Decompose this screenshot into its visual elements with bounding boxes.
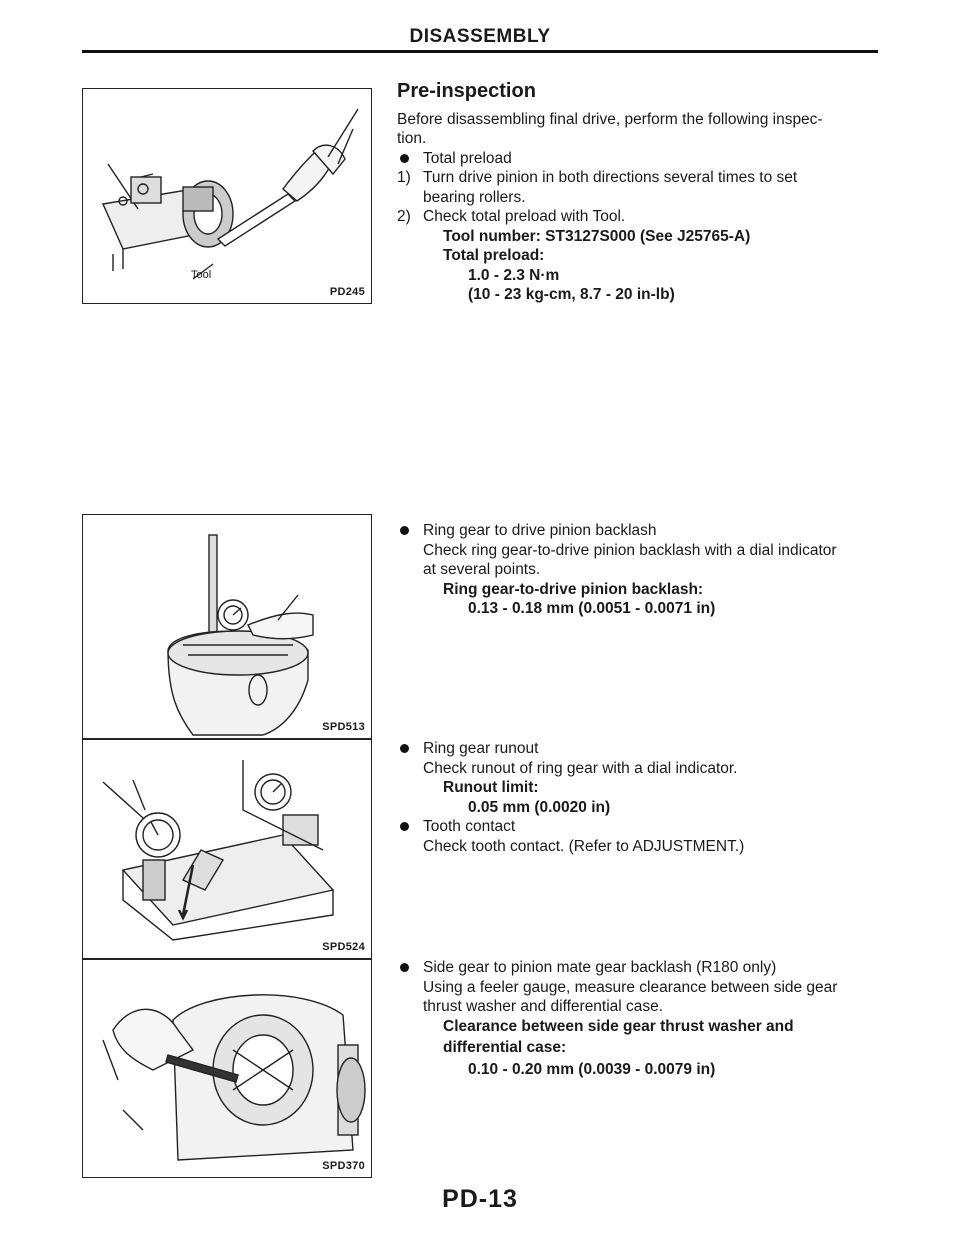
spec-value: (10 - 23 kg-cm, 8.7 - 20 in-lb) — [468, 286, 675, 303]
tool-label: Tool — [191, 269, 212, 281]
spec-label: Ring gear-to-drive pinion backlash: — [443, 580, 704, 598]
step-2 — [397, 207, 882, 227]
figure-spd370 — [82, 959, 372, 1178]
spec-label: Clearance between side gear thrust washer and — [443, 1017, 794, 1035]
figure-pd245 — [82, 88, 372, 304]
header-rule — [82, 50, 878, 53]
body-text: Check tooth contact. (Refer to ADJUSTMENT.) — [423, 837, 745, 855]
page-header: DISASSEMBLY — [409, 26, 551, 47]
body-text: at several points. — [423, 561, 541, 578]
step-number: 2) — [397, 208, 411, 225]
spec-label: Total preload: — [443, 247, 545, 264]
section-side-gear — [397, 958, 882, 1079]
body-text: Using a feeler gauge, measure clearance between side gear — [423, 978, 838, 996]
step-text: Turn drive pinion in both directions several times to set — [423, 169, 798, 186]
body-text: thrust washer and differential case. — [423, 998, 664, 1015]
figure-label: SPD524 — [322, 941, 365, 953]
figure-label: SPD370 — [322, 1160, 365, 1172]
feeler-gauge-illustration — [83, 960, 371, 1177]
spec-value: 0.05 mm (0.0020 in) — [468, 798, 611, 816]
step-text: bearing rollers. — [423, 188, 526, 206]
intro-text: tion. — [397, 130, 427, 147]
bullet-backlash: Ring gear to drive pinion backlash — [397, 521, 882, 541]
bullet-runout: Ring gear runout — [397, 739, 882, 759]
bullet-tooth-contact: Tooth contact — [397, 817, 882, 837]
section-preinspection — [397, 82, 882, 305]
spec-value: 0.10 - 0.20 mm (0.0039 - 0.0079 in) — [468, 1060, 716, 1078]
spec-value: 0.13 - 0.18 mm (0.0051 - 0.0071 in) — [468, 600, 716, 617]
spec-value: 1.0 - 2.3 N·m — [468, 266, 560, 284]
section-ring-gear-backlash — [397, 521, 882, 619]
intro-text: Before disassembling final drive, perform the following inspec- — [397, 110, 823, 128]
page-number: PD-13 — [442, 1185, 518, 1213]
total-preload-illustration — [83, 89, 371, 303]
bullet-side-gear: Side gear to pinion mate gear backlash (R180 only) — [397, 958, 882, 978]
section-ring-gear-runout — [397, 739, 882, 856]
spec-label: Runout limit: — [443, 779, 539, 796]
body-text: Check runout of ring gear with a dial indicator. — [423, 759, 738, 777]
figure-label: SPD513 — [322, 721, 365, 733]
runout-dial-illustration — [83, 740, 371, 958]
body-text: Check ring gear-to-drive pinion backlash with a dial indicator — [423, 541, 837, 559]
step-number: 1) — [397, 169, 411, 186]
step-1 — [397, 168, 882, 188]
tool-number: Tool number: ST3127S000 (See J25765-A) — [443, 227, 751, 245]
figure-spd513 — [82, 514, 372, 739]
figure-spd524 — [82, 739, 372, 959]
bullet-total-preload: Total preload — [397, 149, 882, 169]
spec-label: differential case: — [443, 1039, 567, 1056]
figure-label: PD245 — [329, 286, 365, 298]
backlash-dial-illustration — [83, 515, 371, 738]
step-text: Check total preload with Tool. — [423, 208, 626, 225]
section-title: Pre-inspection — [397, 80, 536, 102]
